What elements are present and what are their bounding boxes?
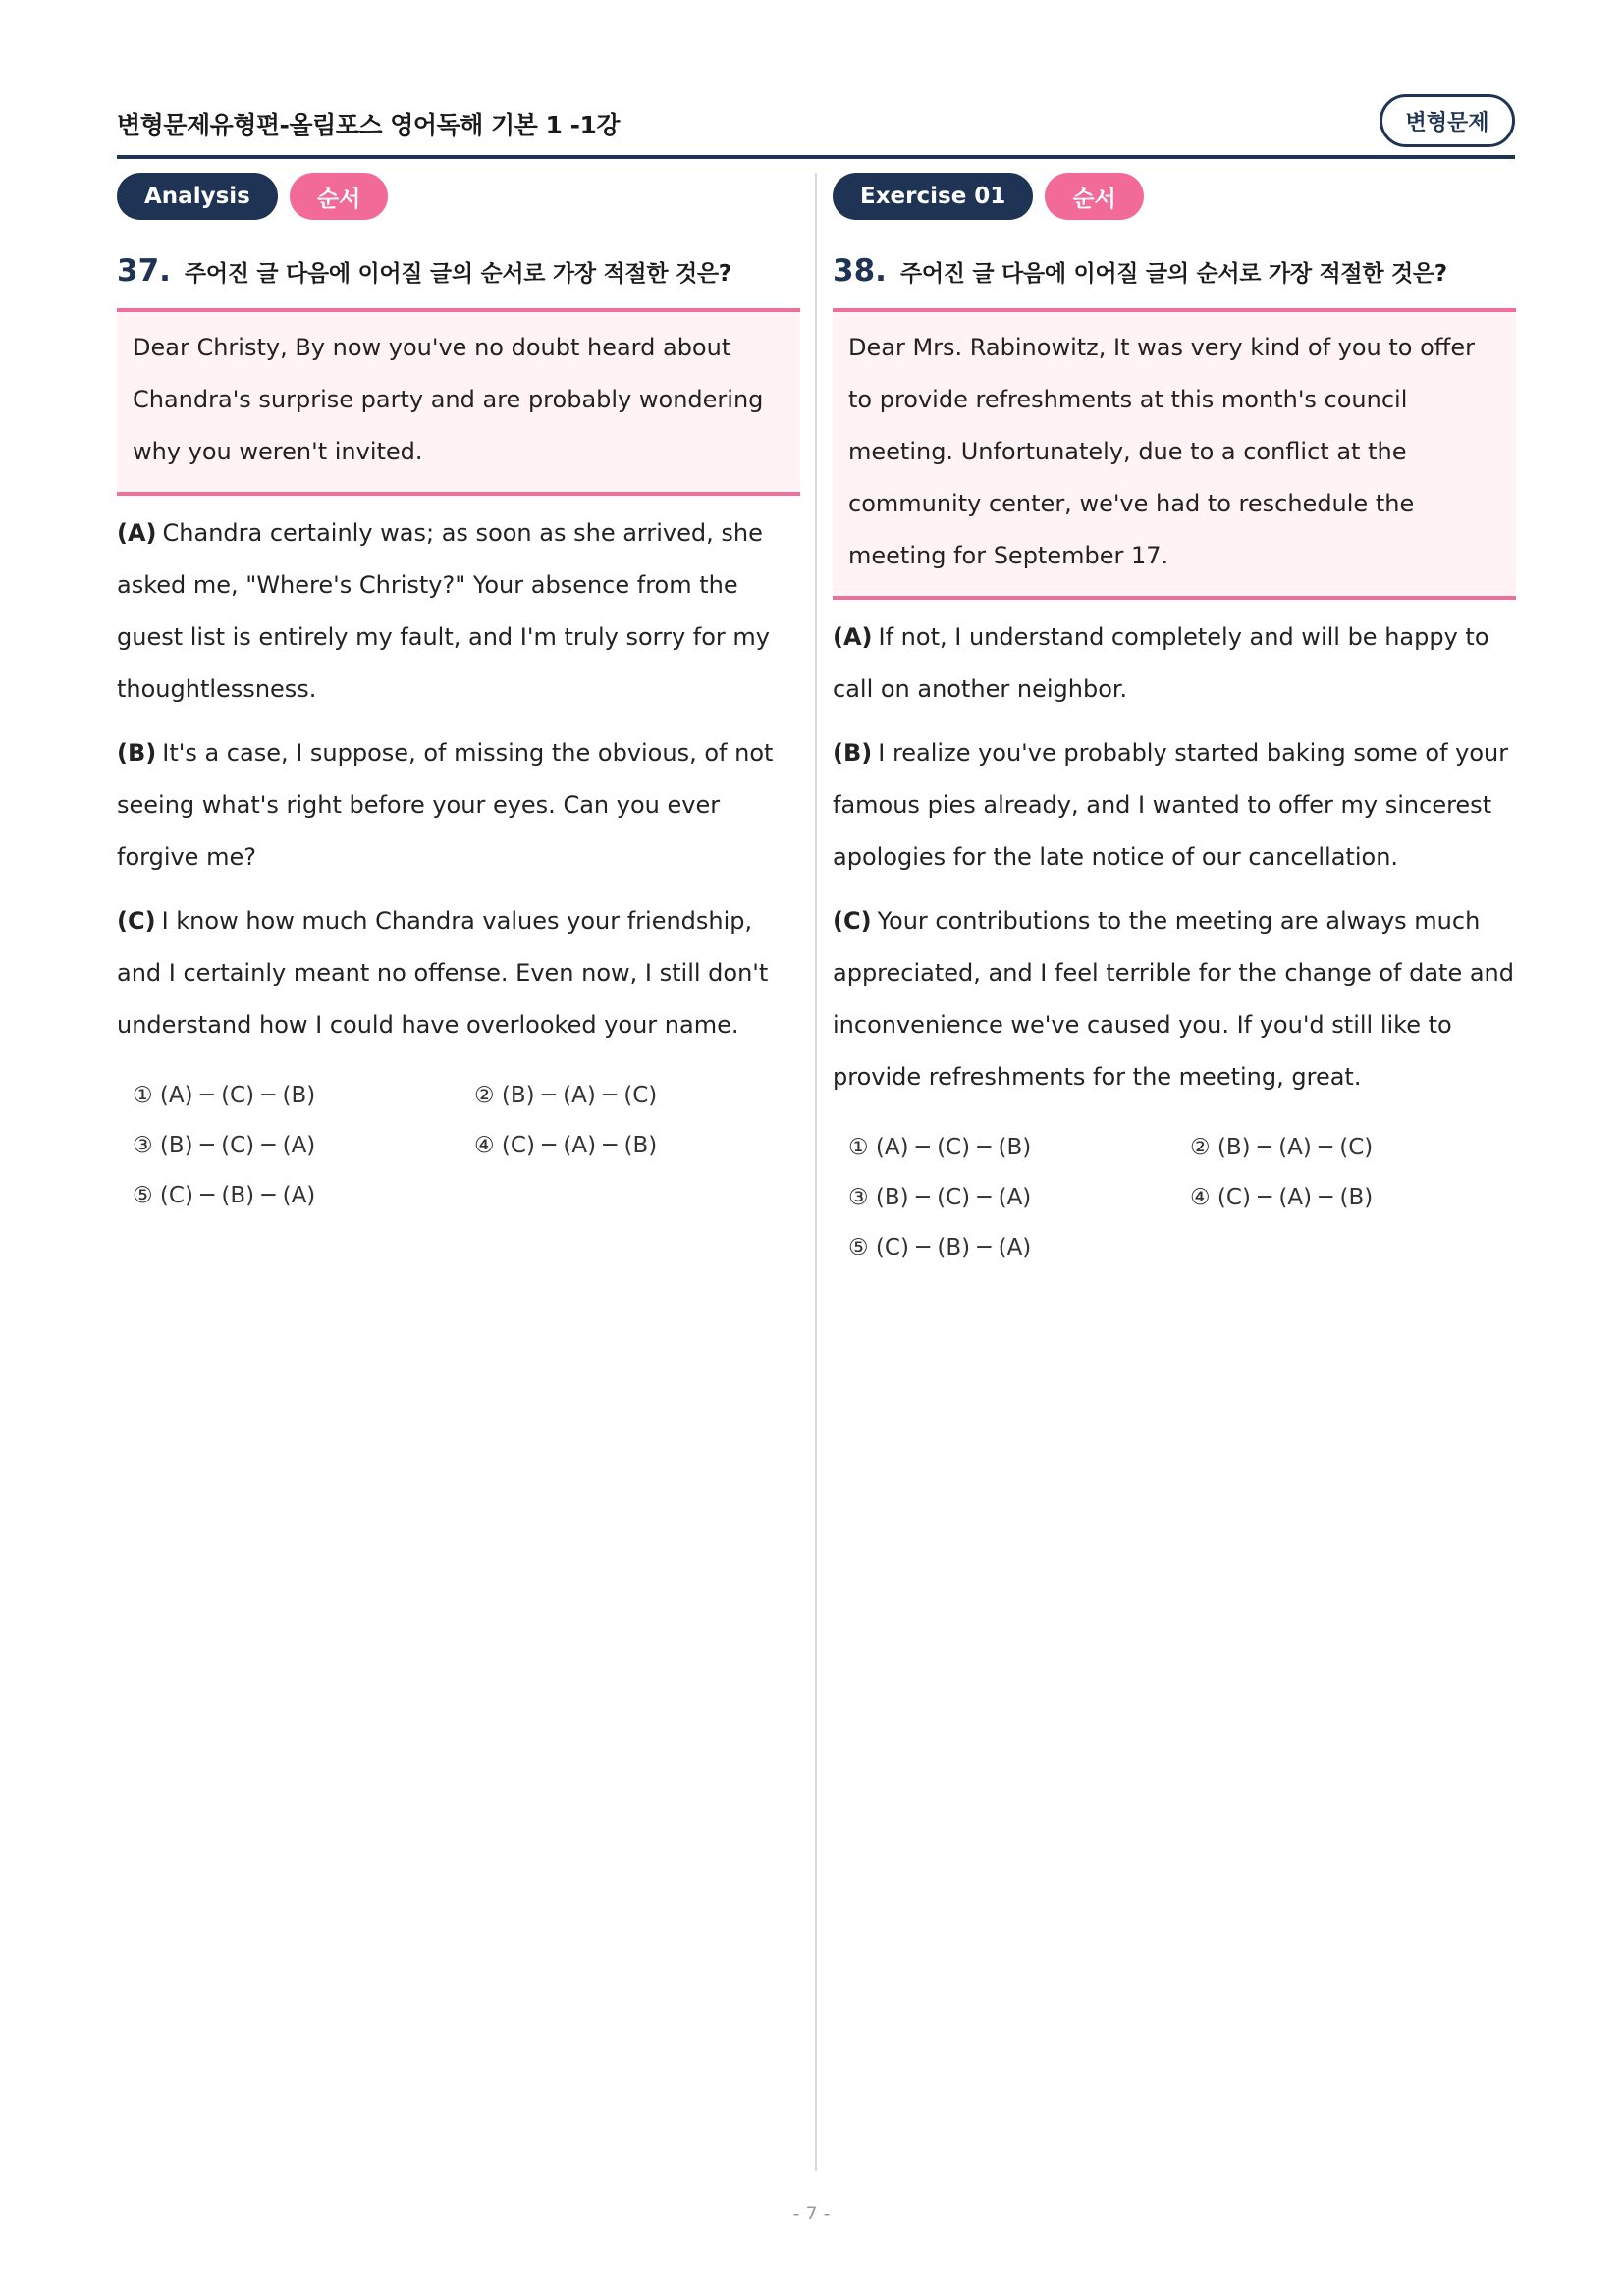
paragraph-label: (C) (833, 907, 872, 934)
question-prompt: 주어진 글 다음에 이어질 글의 순서로 가장 적절한 것은? (184, 261, 731, 287)
tag-row (117, 173, 800, 220)
paragraph-c (117, 895, 800, 1051)
choice-4[interactable]: ④ (C) ─ (A) ─ (B) (474, 1133, 658, 1158)
question-type-tag: 순서 (290, 173, 388, 220)
given-passage: Dear Christy, By now you've no doubt heard about Chandra's surprise party and are probably wondering why you weren't invited. (117, 308, 800, 496)
paragraph-label: (B) (833, 739, 873, 767)
page-title: 변형문제유형편-올림포스 영어독해 기본 1 -1강 (117, 111, 621, 139)
paragraph-text: I realize you've probably started baking some of your famous pies already, and I wanted to offer my sincerest apologies for the late notice of our cancellation. (833, 739, 1509, 871)
answer-choices (833, 1123, 1516, 1273)
choice-1[interactable]: ① (A) ─ (C) ─ (B) (133, 1083, 316, 1108)
question-number: 38. (833, 253, 887, 289)
choice-4[interactable]: ④ (C) ─ (A) ─ (B) (1190, 1185, 1374, 1210)
paragraph-text: If not, I understand completely and will be happy to call on another neighbor. (833, 623, 1489, 703)
question-prompt: 주어진 글 다음에 이어질 글의 순서로 가장 적절한 것은? (899, 261, 1447, 287)
category-badge: 변형문제 (1380, 94, 1515, 147)
paragraph-c (833, 895, 1516, 1103)
choice-3[interactable]: ③ (B) ─ (C) ─ (A) (133, 1133, 316, 1158)
page-header (117, 94, 1515, 159)
choice-5[interactable]: ⑤ (C) ─ (B) ─ (A) (848, 1235, 1032, 1260)
column-divider (815, 173, 817, 2171)
question-type-tag: 순서 (1045, 173, 1143, 220)
paragraph-b (117, 727, 800, 883)
paragraph-label: (A) (833, 623, 873, 651)
paragraph-b (833, 727, 1516, 883)
paragraph-label: (A) (117, 519, 157, 547)
paragraph-label: (B) (117, 739, 157, 767)
paragraph-text: Chandra certainly was; as soon as she arrived, she asked me, "Where's Christy?" Your absence from the guest list is entirely my fault, and I'm truly sorry for my thoughtlessness. (117, 519, 771, 703)
paragraph-text: I know how much Chandra values your friendship, and I certainly meant no offense. Even now, I still don't understand how I could have overlooked your name. (117, 907, 769, 1039)
question-heading (833, 253, 1516, 302)
choice-2[interactable]: ② (B) ─ (A) ─ (C) (474, 1083, 658, 1108)
choice-2[interactable]: ② (B) ─ (A) ─ (C) (1190, 1135, 1374, 1160)
given-passage: Dear Mrs. Rabinowitz, It was very kind of you to offer to provide refreshments at this month's council meeting. Unfortunately, due to a conflict at the community center, we've had to reschedule the meeting for September 17. (833, 308, 1516, 600)
tag-row (833, 173, 1516, 220)
paragraph-a (833, 612, 1516, 716)
paragraph-text: Your contributions to the meeting are always much appreciated, and I feel terrible for the change of date and inconvenience we've caused you. If you'd still like to provide refreshments for the meeting, great. (833, 907, 1514, 1091)
choice-1[interactable]: ① (A) ─ (C) ─ (B) (848, 1135, 1032, 1160)
paragraph-label: (C) (117, 907, 156, 934)
analysis-tag: Analysis (117, 173, 278, 220)
question-number: 37. (117, 253, 171, 289)
answer-choices (117, 1071, 800, 1221)
choice-3[interactable]: ③ (B) ─ (C) ─ (A) (848, 1185, 1032, 1210)
question-heading (117, 253, 800, 302)
page-number: - 7 - (792, 2203, 831, 2224)
question-38-column (833, 173, 1516, 1273)
question-37-column (117, 173, 800, 1221)
choice-5[interactable]: ⑤ (C) ─ (B) ─ (A) (133, 1183, 316, 1208)
paragraph-a (117, 507, 800, 716)
paragraph-text: It's a case, I suppose, of missing the obvious, of not seeing what's right before your eyes. Can you ever forgive me? (117, 739, 774, 871)
exercise-tag: Exercise 01 (833, 173, 1033, 220)
